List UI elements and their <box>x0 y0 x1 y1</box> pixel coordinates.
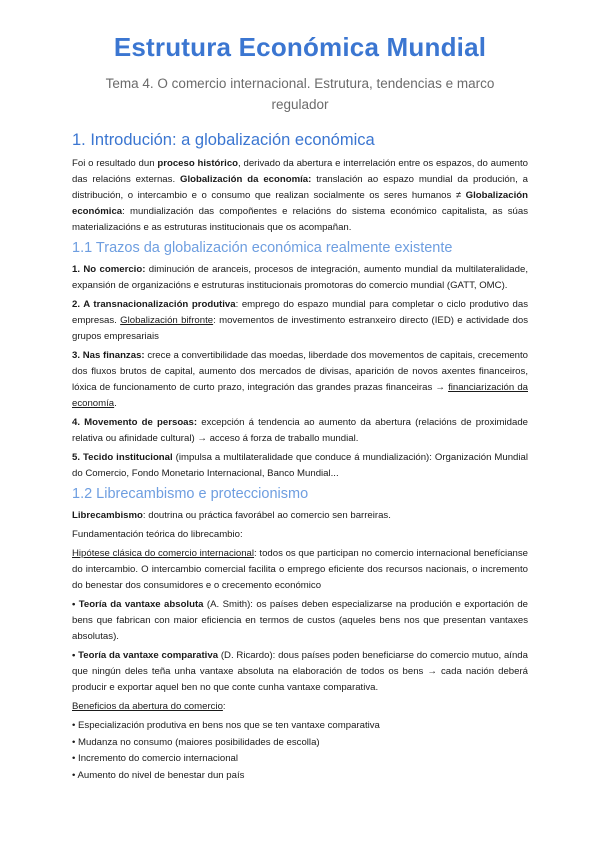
trait-item-2 <box>72 297 528 345</box>
hypothesis-label: Hipótese clásica do comercio internacional <box>72 548 255 559</box>
intro-text-g: : mundialización das compoñentes e relacións do sistema económico capitalista, as súas materializacións e as estruturas institucionais que os acompañan. <box>72 206 528 233</box>
classic-hypothesis <box>72 546 528 594</box>
intro-text-e: translación ao espazo mundial da produción, a distribución, o intercambio e o consumo que realizan socialmente os seres humanos ≠ <box>72 174 528 201</box>
absolute-advantage <box>72 597 528 645</box>
trait-underlined: Globalización bifronte <box>120 315 214 326</box>
list-item: • Especialización produtiva en bens nos que se ten vantaxe comparativa <box>72 720 380 731</box>
trait-text: (impulsa a multilateralidade que conduce á mundialización): Organización Mundial do Comercio, Fondo Monetario Internacional, Banco Mundial... <box>72 452 528 479</box>
document-subtitle: Tema 4. O comercio internacional. Estrutura, tendencias e marco regulador <box>105 76 495 112</box>
benefits-heading-text: Beneficios da abertura do comercio <box>72 701 223 712</box>
trait-text: : movementos de investimento estranxeiro directo (IED) e actividade dos grupos empresariais <box>72 315 528 342</box>
trait-label: 1. No comercio: <box>72 264 146 275</box>
section-1-heading: 1. Introdución: a globalización económica <box>72 131 375 149</box>
theory-foundation: Fundamentación teórica do librecambio: <box>72 529 243 540</box>
section-1-2-heading: 1.2 Librecambismo e proteccionismo <box>72 486 309 502</box>
theory-label: • Teoría da vantaxe comparativa <box>72 650 219 661</box>
trait-item-4 <box>72 415 528 447</box>
trait-item-3 <box>72 348 528 412</box>
trait-text: . <box>114 398 117 409</box>
document-title: Estrutura Económica Mundial <box>113 32 487 62</box>
benefits-heading <box>72 699 528 715</box>
list-item: • Incremento do comercio internacional <box>72 753 239 764</box>
benefits-colon: : <box>222 701 226 712</box>
benefits-list <box>72 718 528 784</box>
trait-text: crece a convertibilidade das moedas, liberdade dos movementos de capitais, crecemento dos fluxos brutos de capital, aumento dos mercados de divisas, aparición de novos axentes financeiros, lóxica de funcionamento de curto prazo, integración das grandes prazas financeiras → <box>72 350 528 393</box>
theory-text: (A. Smith): os países deben especializarse na produción e exportación de bens que fabrican con maior eficiencia en termos de custos (aqueles bens nos que presentan vantaxes absolutas). <box>72 599 528 642</box>
trait-underlined: financiarización da economía <box>72 382 528 409</box>
trait-label: 2. A transnacionalización produtiva <box>72 299 236 310</box>
definition-text: : doutrina ou práctica favorábel ao comercio sen barreiras. <box>142 510 391 521</box>
theory-label: • Teoría da vantaxe absoluta <box>72 599 204 610</box>
trait-item-1 <box>72 262 528 294</box>
intro-text-c: , derivado da abertura e interrelación entre os espazos, do aumento das relacións externas. <box>72 158 528 185</box>
trait-label: 4. Movemento de persoas: <box>72 417 198 428</box>
intro-bold-b: proceso histórico <box>157 158 239 169</box>
intro-paragraph <box>72 156 528 236</box>
list-item: • Mudanza no consumo (maiores posibilidades de escolla) <box>72 736 320 748</box>
intro-bold-f: Globalización económica <box>72 190 528 217</box>
theory-text: (D. Ricardo): dous países poden beneficiarse do comercio mutuo, aínda que ningún deles teña unha vantaxe absoluta na elaboración de todos os bens → cada nación deberá producir e exportar aquel ben no que conte cunha vantaxe comparativa. <box>72 650 528 693</box>
trait-label: 3. Nas finanzas: <box>72 350 145 361</box>
section-1-1-heading: 1.1 Trazos da globalización económica realmente existente <box>72 240 453 256</box>
comparative-advantage <box>72 648 528 696</box>
intro-bold-d: Globalización da economía: <box>180 174 312 185</box>
trait-text: excepción á tendencia ao aumento da abertura (relacións de proximidade relativa ou afinidade cultural) → acceso á forza de traballo mundial. <box>72 417 528 444</box>
librecambismo-definition <box>72 508 528 524</box>
hypothesis-text: : todos os que participan no comercio internacional benefícianse do intercambio. O intercambio comercial facilita o emprego eficiente dos recursos nacionais, o incremento do benestar dos consumidores e o crecemento económico <box>72 548 528 591</box>
trait-text: : emprego do espazo mundial para completar o ciclo produtivo das empresas. <box>72 299 528 326</box>
trait-item-5 <box>72 450 528 482</box>
intro-text-a: Foi o resultado dun <box>72 158 158 169</box>
definition-label: Librecambismo <box>72 510 143 521</box>
trait-label: 5. Tecido institucional <box>72 452 173 463</box>
trait-text: diminución de aranceis, procesos de integración, aumento mundial da multilateralidade, expansión de organizacións e estruturas institucionais promotoras do comercio mundial (GATT, OMC). <box>72 264 528 291</box>
list-item: • Aumento do nivel de benestar dun país <box>72 769 245 781</box>
